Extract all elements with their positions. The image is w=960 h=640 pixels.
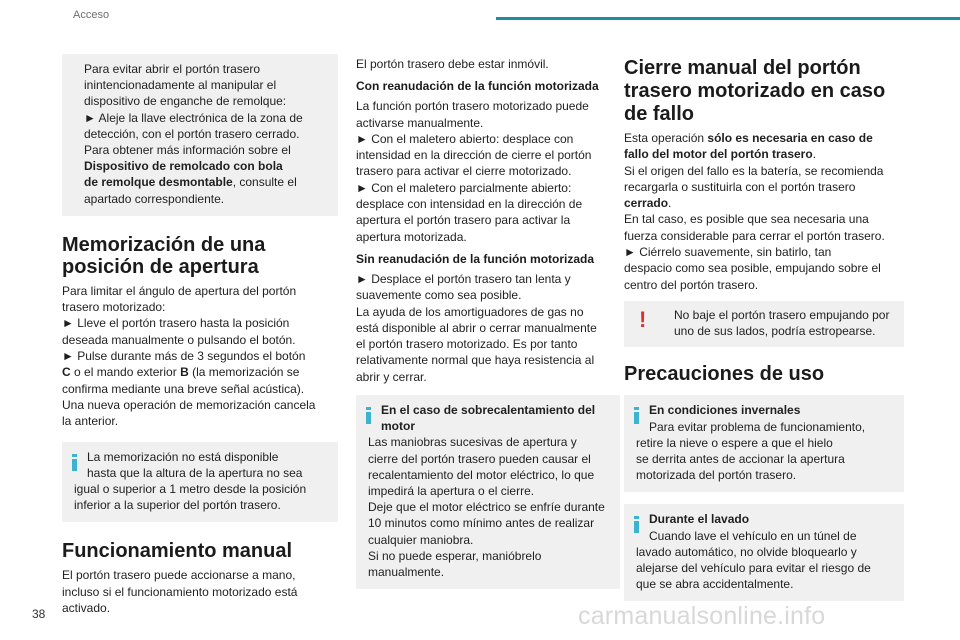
text-line: ► Lleve el portón trasero hasta la posición	[62, 316, 290, 331]
text-line: la anterior.	[62, 414, 119, 429]
text-line: suavemente como sea posible.	[356, 288, 522, 303]
text-span: Esta operación	[624, 131, 708, 145]
box-line: cierre del portón trasero pueden causar el	[368, 451, 591, 466]
text-line: el portón trasero motorizado. Es por tanto	[356, 337, 578, 352]
box-line: recalentamiento del motor eléctrico, lo que	[368, 467, 595, 482]
text-line	[624, 195, 904, 211]
trailer-note-box	[62, 54, 338, 216]
note-line: apartado correspondiente.	[84, 191, 225, 206]
text-bold: C	[62, 365, 71, 380]
info-icon	[634, 516, 639, 532]
text-bold: B	[180, 365, 189, 380]
text-span: .	[812, 147, 817, 162]
text-line: confirma mediante una breve señal acústica).	[62, 381, 305, 396]
note-line: detección, con el portón trasero cerrado.	[84, 126, 300, 141]
text-line: fuerza considerable para cerrar el portón trasero.	[624, 228, 885, 243]
info-line: igual o superior a 1 metro desde la posición	[74, 481, 307, 496]
text-line: abrir y cerrar.	[356, 369, 427, 384]
text-line: relativamente normal que haya resistencia al	[356, 353, 595, 368]
info-line: hasta que la altura de la apertura no sea	[87, 465, 303, 480]
box-line: que se abra accidentalmente.	[636, 577, 794, 592]
box-line: motorizada del portón trasero.	[636, 468, 797, 483]
note-line: inintencionadamente al manipular el	[84, 78, 277, 93]
box-line: retire la nieve o espere a que el hielo	[636, 435, 833, 450]
text-line: La ayuda de los amortiguadores de gas no	[356, 304, 584, 319]
note-line: Para obtener más información sobre el	[84, 143, 291, 158]
winter-info-box	[624, 395, 904, 492]
text-line: recargarla o sustituirla con el portón trasero	[624, 179, 856, 194]
text-line	[624, 146, 904, 162]
box-title: En el caso de sobrecalentamiento del	[381, 403, 596, 418]
sin-paragraph	[356, 271, 620, 385]
text-line: trasero para activar el cierre motorizado.	[356, 164, 572, 179]
box-line: Si no puede esperar, manióbrelo	[368, 548, 542, 563]
column-1	[62, 54, 338, 616]
note-text: , consulte el	[232, 175, 297, 190]
box-line: alejarse del vehículo para evitar el riesgo de	[636, 561, 871, 575]
text-line: Para limitar el ángulo de apertura del portón	[62, 283, 297, 298]
text-line: está disponible al abrir o cerrar manualmente	[356, 320, 597, 335]
heading-line: de fallo	[624, 103, 695, 125]
text-bold: fallo del motor del portón trasero	[624, 147, 813, 162]
warning-icon: !	[639, 306, 647, 332]
text-line: ► Con el maletero abierto: desplace con	[356, 131, 574, 146]
note-line	[84, 158, 328, 174]
text-span: o el mando exterior	[70, 365, 181, 380]
note-line	[84, 174, 328, 190]
heading-funcionamiento-manual: Funcionamiento manual	[62, 540, 293, 563]
text-line: intensidad en la dirección de cierre el portón	[356, 148, 592, 163]
header-bar	[496, 17, 960, 20]
text-line: apertura motorizada.	[356, 229, 467, 244]
text-line: apertura el portón trasero para activar la	[356, 213, 571, 228]
text-span: (la memorización se	[188, 365, 300, 380]
page-number: 38	[32, 607, 46, 621]
heading-con-reanudacion: Con reanudación de la función motorizada	[356, 79, 599, 94]
info-icon	[366, 407, 371, 423]
box-line: manualmente.	[368, 565, 445, 580]
heading-precauciones: Precauciones de uso	[624, 363, 825, 386]
heading-sin-reanudacion: Sin reanudación de la función motorizada	[356, 251, 595, 266]
box-line: cualquier maniobra.	[368, 532, 474, 547]
heading-line: trasero motorizado en caso	[624, 80, 886, 102]
heading-line: posición de apertura	[62, 255, 259, 278]
box-title: motor	[381, 419, 415, 434]
memo-info-box	[62, 442, 338, 523]
text-line: trasero motorizado:	[62, 300, 166, 315]
watermark: carmanualsonline.info	[578, 602, 826, 630]
overheat-info-box	[356, 395, 620, 589]
wash-info-box	[624, 504, 904, 601]
box-title: Durante el lavado	[649, 512, 750, 527]
heading-memorizacion	[62, 234, 338, 278]
note-bold: Dispositivo de remolcado con bola	[84, 159, 283, 174]
box-line: Deje que el motor eléctrico se enfríe durante	[368, 500, 605, 515]
box-line: lavado automático, no olvide bloquearlo y	[636, 544, 857, 559]
text-bold: sólo es necesaria en caso de	[707, 131, 873, 145]
text-line: El portón trasero puede accionarse a mano,	[62, 568, 296, 583]
text-line: centro del portón trasero.	[624, 277, 759, 292]
box-title-line	[636, 511, 894, 527]
text-line	[62, 364, 338, 380]
memo-paragraph	[62, 283, 338, 430]
box-title-line	[368, 418, 610, 434]
warning-line: uno de sus lados, podría estropearse.	[674, 324, 876, 339]
text-line: ► Ciérrelo suavemente, sin batirlo, tan	[624, 245, 832, 260]
box-line: 10 minutos como mínimo antes de realizar	[368, 516, 595, 531]
text-bold: cerrado	[624, 196, 669, 211]
text-line: ► Pulse durante más de 3 segundos el botón	[62, 349, 306, 364]
manual-paragraph	[62, 567, 338, 616]
text-line: activado.	[62, 600, 111, 615]
text-line: La función portón trasero motorizado puede	[356, 99, 589, 114]
heading-cierre-manual	[624, 57, 904, 126]
column-3	[624, 57, 904, 601]
text-line: El portón trasero debe estar inmóvil.	[356, 57, 549, 71]
heading-line: Memorización de una	[62, 233, 266, 256]
note-line: ► Aleje la llave electrónica de la zona de	[84, 110, 303, 125]
info-icon	[634, 407, 639, 423]
box-line: Cuando lave el vehículo en un túnel de	[649, 528, 857, 543]
text-line: incluso si el funcionamiento motorizado está	[62, 584, 298, 599]
heading-line: Cierre manual del portón	[624, 57, 861, 79]
column-2	[356, 56, 620, 589]
box-line: impedirá la apertura o el cierre.	[368, 484, 535, 499]
warning-box	[624, 301, 904, 347]
box-title-line	[368, 402, 610, 418]
info-line: La memorización no está disponible	[87, 449, 279, 464]
box-title: En condiciones invernales	[649, 403, 801, 418]
text-span: .	[668, 196, 672, 211]
note-line: Para evitar abrir el portón trasero	[84, 62, 261, 76]
box-line: se derrita antes de accionar la apertura	[636, 451, 845, 466]
con-paragraph	[356, 98, 620, 245]
text-line: ► Desplace el portón trasero tan lenta y	[356, 271, 571, 286]
text-line: Si el origen del fallo es la batería, se recomienda	[624, 163, 884, 178]
text-line: deseada manualmente o pulsando el botón.	[62, 332, 296, 347]
text-line: despacio como sea posible, empujando sobre el	[624, 261, 881, 276]
box-line: Las maniobras sucesivas de apertura y	[368, 435, 577, 450]
text-line: En tal caso, es posible que sea necesaria una	[624, 212, 869, 227]
info-icon	[72, 454, 77, 470]
note-bold: de remolque desmontable	[84, 175, 233, 190]
note-line: dispositivo de enganche de remolque:	[84, 94, 287, 109]
text-line: ► Con el maletero parcialmente abierto:	[356, 180, 572, 195]
section-label: Acceso	[73, 9, 110, 21]
warning-line: No baje el portón trasero empujando por	[674, 307, 890, 322]
text-line	[624, 130, 904, 146]
text-line: Una nueva operación de memorización cancela	[62, 397, 316, 412]
box-title-line	[636, 402, 894, 418]
info-line: inferior a la superior del portón trasero.	[74, 498, 281, 513]
text-line: activarse manualmente.	[356, 115, 484, 130]
box-line: Para evitar problema de funcionamiento,	[649, 419, 866, 434]
cierre-paragraph	[624, 130, 904, 293]
text-line: desplace con intensidad en la dirección de	[356, 197, 583, 212]
